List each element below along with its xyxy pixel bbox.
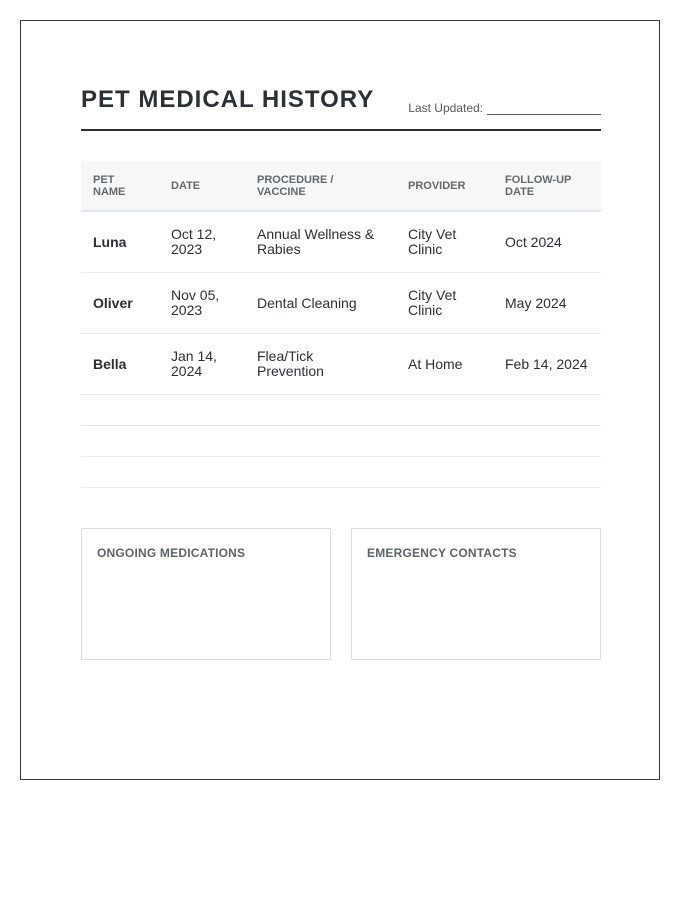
procedure-cell: Annual Wellness & Rabies (245, 211, 396, 273)
empty-table-row[interactable] (81, 457, 601, 488)
empty-cell[interactable] (245, 457, 396, 488)
column-header-follow-up: FOLLOW-UP DATE (493, 161, 601, 211)
empty-cell[interactable] (396, 457, 493, 488)
document-header (81, 81, 601, 131)
empty-cell[interactable] (396, 395, 493, 426)
last-updated (408, 101, 601, 115)
medical-history-table (81, 161, 601, 488)
table-row (81, 334, 601, 395)
follow-up-cell: May 2024 (493, 273, 601, 334)
date-cell: Oct 12, 2023 (159, 211, 245, 273)
empty-cell[interactable] (396, 426, 493, 457)
last-updated-label: Last Updated: (408, 101, 483, 115)
provider-cell: City Vet Clinic (396, 211, 493, 273)
table-header (81, 161, 601, 211)
empty-cell[interactable] (159, 457, 245, 488)
emergency-contacts-title: EMERGENCY CONTACTS (367, 546, 517, 560)
pet-name-cell[interactable]: Luna (81, 211, 159, 273)
date-cell: Jan 14, 2024 (159, 334, 245, 395)
column-header-procedure: PROCEDURE / VACCINE (245, 161, 396, 211)
ongoing-medications-title: ONGOING MEDICATIONS (97, 546, 246, 560)
empty-cell[interactable] (159, 395, 245, 426)
table-header-row (81, 161, 601, 211)
last-updated-field[interactable] (487, 102, 601, 115)
date-cell: Nov 05, 2023 (159, 273, 245, 334)
emergency-contacts-box[interactable] (351, 528, 601, 660)
page-title: PET MEDICAL HISTORY (81, 86, 375, 113)
table-row (81, 211, 601, 273)
follow-up-cell: Feb 14, 2024 (493, 334, 601, 395)
pet-name-cell[interactable]: Oliver (81, 273, 159, 334)
column-header-pet-name: PET NAME (81, 161, 159, 211)
pet-name-cell[interactable]: Bella (81, 334, 159, 395)
empty-cell[interactable] (493, 395, 601, 426)
procedure-cell: Dental Cleaning (245, 273, 396, 334)
follow-up-cell: Oct 2024 (493, 211, 601, 273)
provider-cell: At Home (396, 334, 493, 395)
table-row (81, 273, 601, 334)
empty-cell[interactable] (81, 395, 159, 426)
empty-cell[interactable] (81, 457, 159, 488)
procedure-cell: Flea/Tick Prevention (245, 334, 396, 395)
document-content (81, 81, 601, 660)
document-page (20, 20, 660, 780)
empty-cell[interactable] (159, 426, 245, 457)
column-header-date: DATE (159, 161, 245, 211)
info-sections (81, 528, 601, 660)
empty-cell[interactable] (81, 426, 159, 457)
ongoing-medications-box[interactable] (81, 528, 331, 660)
provider-cell: City Vet Clinic (396, 273, 493, 334)
table-body (81, 211, 601, 488)
column-header-provider: PROVIDER (396, 161, 493, 211)
empty-table-row[interactable] (81, 426, 601, 457)
empty-cell[interactable] (493, 457, 601, 488)
empty-cell[interactable] (493, 426, 601, 457)
empty-table-row[interactable] (81, 395, 601, 426)
empty-cell[interactable] (245, 426, 396, 457)
empty-cell[interactable] (245, 395, 396, 426)
